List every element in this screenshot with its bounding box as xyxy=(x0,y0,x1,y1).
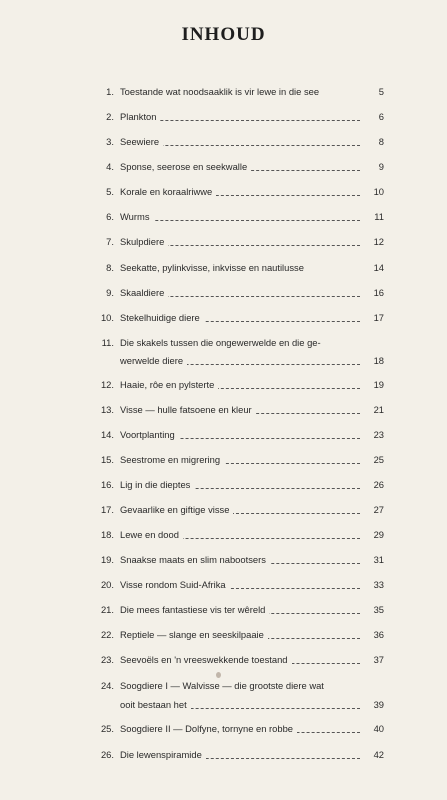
entry-title: Plankton xyxy=(120,108,360,125)
entry-title: Skulpdiere xyxy=(120,233,360,250)
entry-title: Snaakse maats en slim nabootsers xyxy=(120,551,360,568)
entry-number: 17. xyxy=(100,504,114,515)
entry-page: 27 xyxy=(373,504,384,515)
entry-title: Korale en koraalriwwe xyxy=(120,183,360,200)
entry-title: Die mees fantastiese vis ter wêreld xyxy=(120,601,360,618)
page-title: INHOUD xyxy=(181,24,266,45)
entry-title: Voortplanting xyxy=(120,426,360,443)
entry-number: 3. xyxy=(106,136,114,147)
entry-title: Toestande wat noodsaaklik is vir lewe in die see xyxy=(120,83,360,100)
entry-title: Lewe en dood xyxy=(120,526,360,543)
entry-title: Sponse, seerose en seekwalle xyxy=(120,158,360,175)
entry-page: 11 xyxy=(374,211,384,222)
entry-page: 33 xyxy=(373,579,384,590)
entry-title: Seekatte, pylinkvisse, inkvisse en nautilusse xyxy=(120,259,360,276)
entry-page: 37 xyxy=(373,654,384,665)
entry-number: 25. xyxy=(100,723,114,734)
entry-title: Haaie, rôe en pylsterte xyxy=(120,376,360,393)
entry-page: 42 xyxy=(373,749,384,760)
entry-title-continued: werwelde diere xyxy=(120,352,360,369)
entry-page: 31 xyxy=(373,554,384,565)
entry-title: Seewiere xyxy=(120,133,360,150)
entry-title: Visse — hulle fatsoene en kleur xyxy=(120,401,360,418)
ink-blot xyxy=(216,672,221,678)
entry-title: Wurms xyxy=(120,208,360,225)
entry-number: 11. xyxy=(101,337,114,348)
entry-number: 22. xyxy=(100,629,114,640)
entry-title: Soogdiere II — Dolfyne, tornyne en robbe xyxy=(120,720,360,737)
entry-page: 16 xyxy=(373,287,384,298)
entry-page: 25 xyxy=(373,454,384,465)
entry-title: Seestrome en migrering xyxy=(120,451,360,468)
entry-page: 14 xyxy=(373,262,384,273)
entry-title: Visse rondom Suid-Afrika xyxy=(120,576,360,593)
entry-number: 19. xyxy=(100,554,114,565)
entry-page: 26 xyxy=(373,479,384,490)
entry-number: 24. xyxy=(100,680,114,691)
entry-title: Seevoëls en 'n vreeswekkende toestand xyxy=(120,651,360,668)
entry-page: 10 xyxy=(373,186,384,197)
entry-page: 29 xyxy=(373,529,384,540)
entry-number: 12. xyxy=(100,379,114,390)
entry-page: 17 xyxy=(373,312,384,323)
entry-title: Lig in die dieptes xyxy=(120,476,360,493)
entry-page: 40 xyxy=(373,723,384,734)
entry-number: 26. xyxy=(100,749,114,760)
entry-page: 6 xyxy=(378,111,384,122)
entry-title: Reptiele — slange en seeskilpaaie xyxy=(120,626,360,643)
entry-number: 15. xyxy=(100,454,114,465)
entry-title: Soogdiere I — Walvisse — die grootste diere wat xyxy=(120,680,324,691)
entry-page: 39 xyxy=(373,699,384,710)
entry-page: 8 xyxy=(378,136,384,147)
entry-page: 21 xyxy=(373,404,384,415)
entry-page: 23 xyxy=(373,429,384,440)
entry-number: 20. xyxy=(100,579,114,590)
entry-number: 2. xyxy=(106,111,114,122)
entry-title: Stekelhuidige diere xyxy=(120,309,360,326)
entry-number: 7. xyxy=(106,236,114,247)
entry-title: Skaaldiere xyxy=(120,284,360,301)
entry-page: 19 xyxy=(373,379,384,390)
entry-page: 35 xyxy=(373,604,384,615)
entry-number: 16. xyxy=(100,479,114,490)
entry-page: 12 xyxy=(373,236,384,247)
entry-number: 8. xyxy=(106,262,114,273)
entry-page: 36 xyxy=(373,629,384,640)
entry-number: 4. xyxy=(106,161,114,172)
entry-page: 18 xyxy=(373,355,384,366)
entry-title: Die lewenspiramide xyxy=(120,746,360,763)
entry-number: 6. xyxy=(106,211,114,222)
entry-page: 9 xyxy=(378,161,384,172)
entry-number: 18. xyxy=(100,529,114,540)
entry-page: 5 xyxy=(378,86,384,97)
entry-title-continued: ooit bestaan het xyxy=(120,696,360,713)
entry-title: Gevaarlike en giftige visse xyxy=(120,501,360,518)
leader-dots xyxy=(120,219,360,221)
entry-number: 21. xyxy=(100,604,114,615)
entry-number: 5. xyxy=(106,186,114,197)
entry-number: 1. xyxy=(106,86,114,97)
entry-number: 9. xyxy=(106,287,114,298)
entry-number: 13. xyxy=(100,404,114,415)
entry-number: 23. xyxy=(100,654,114,665)
entry-number: 10. xyxy=(100,312,114,323)
entry-title: Die skakels tussen die ongewerwelde en die ge- xyxy=(120,337,321,348)
entry-number: 14. xyxy=(100,429,114,440)
